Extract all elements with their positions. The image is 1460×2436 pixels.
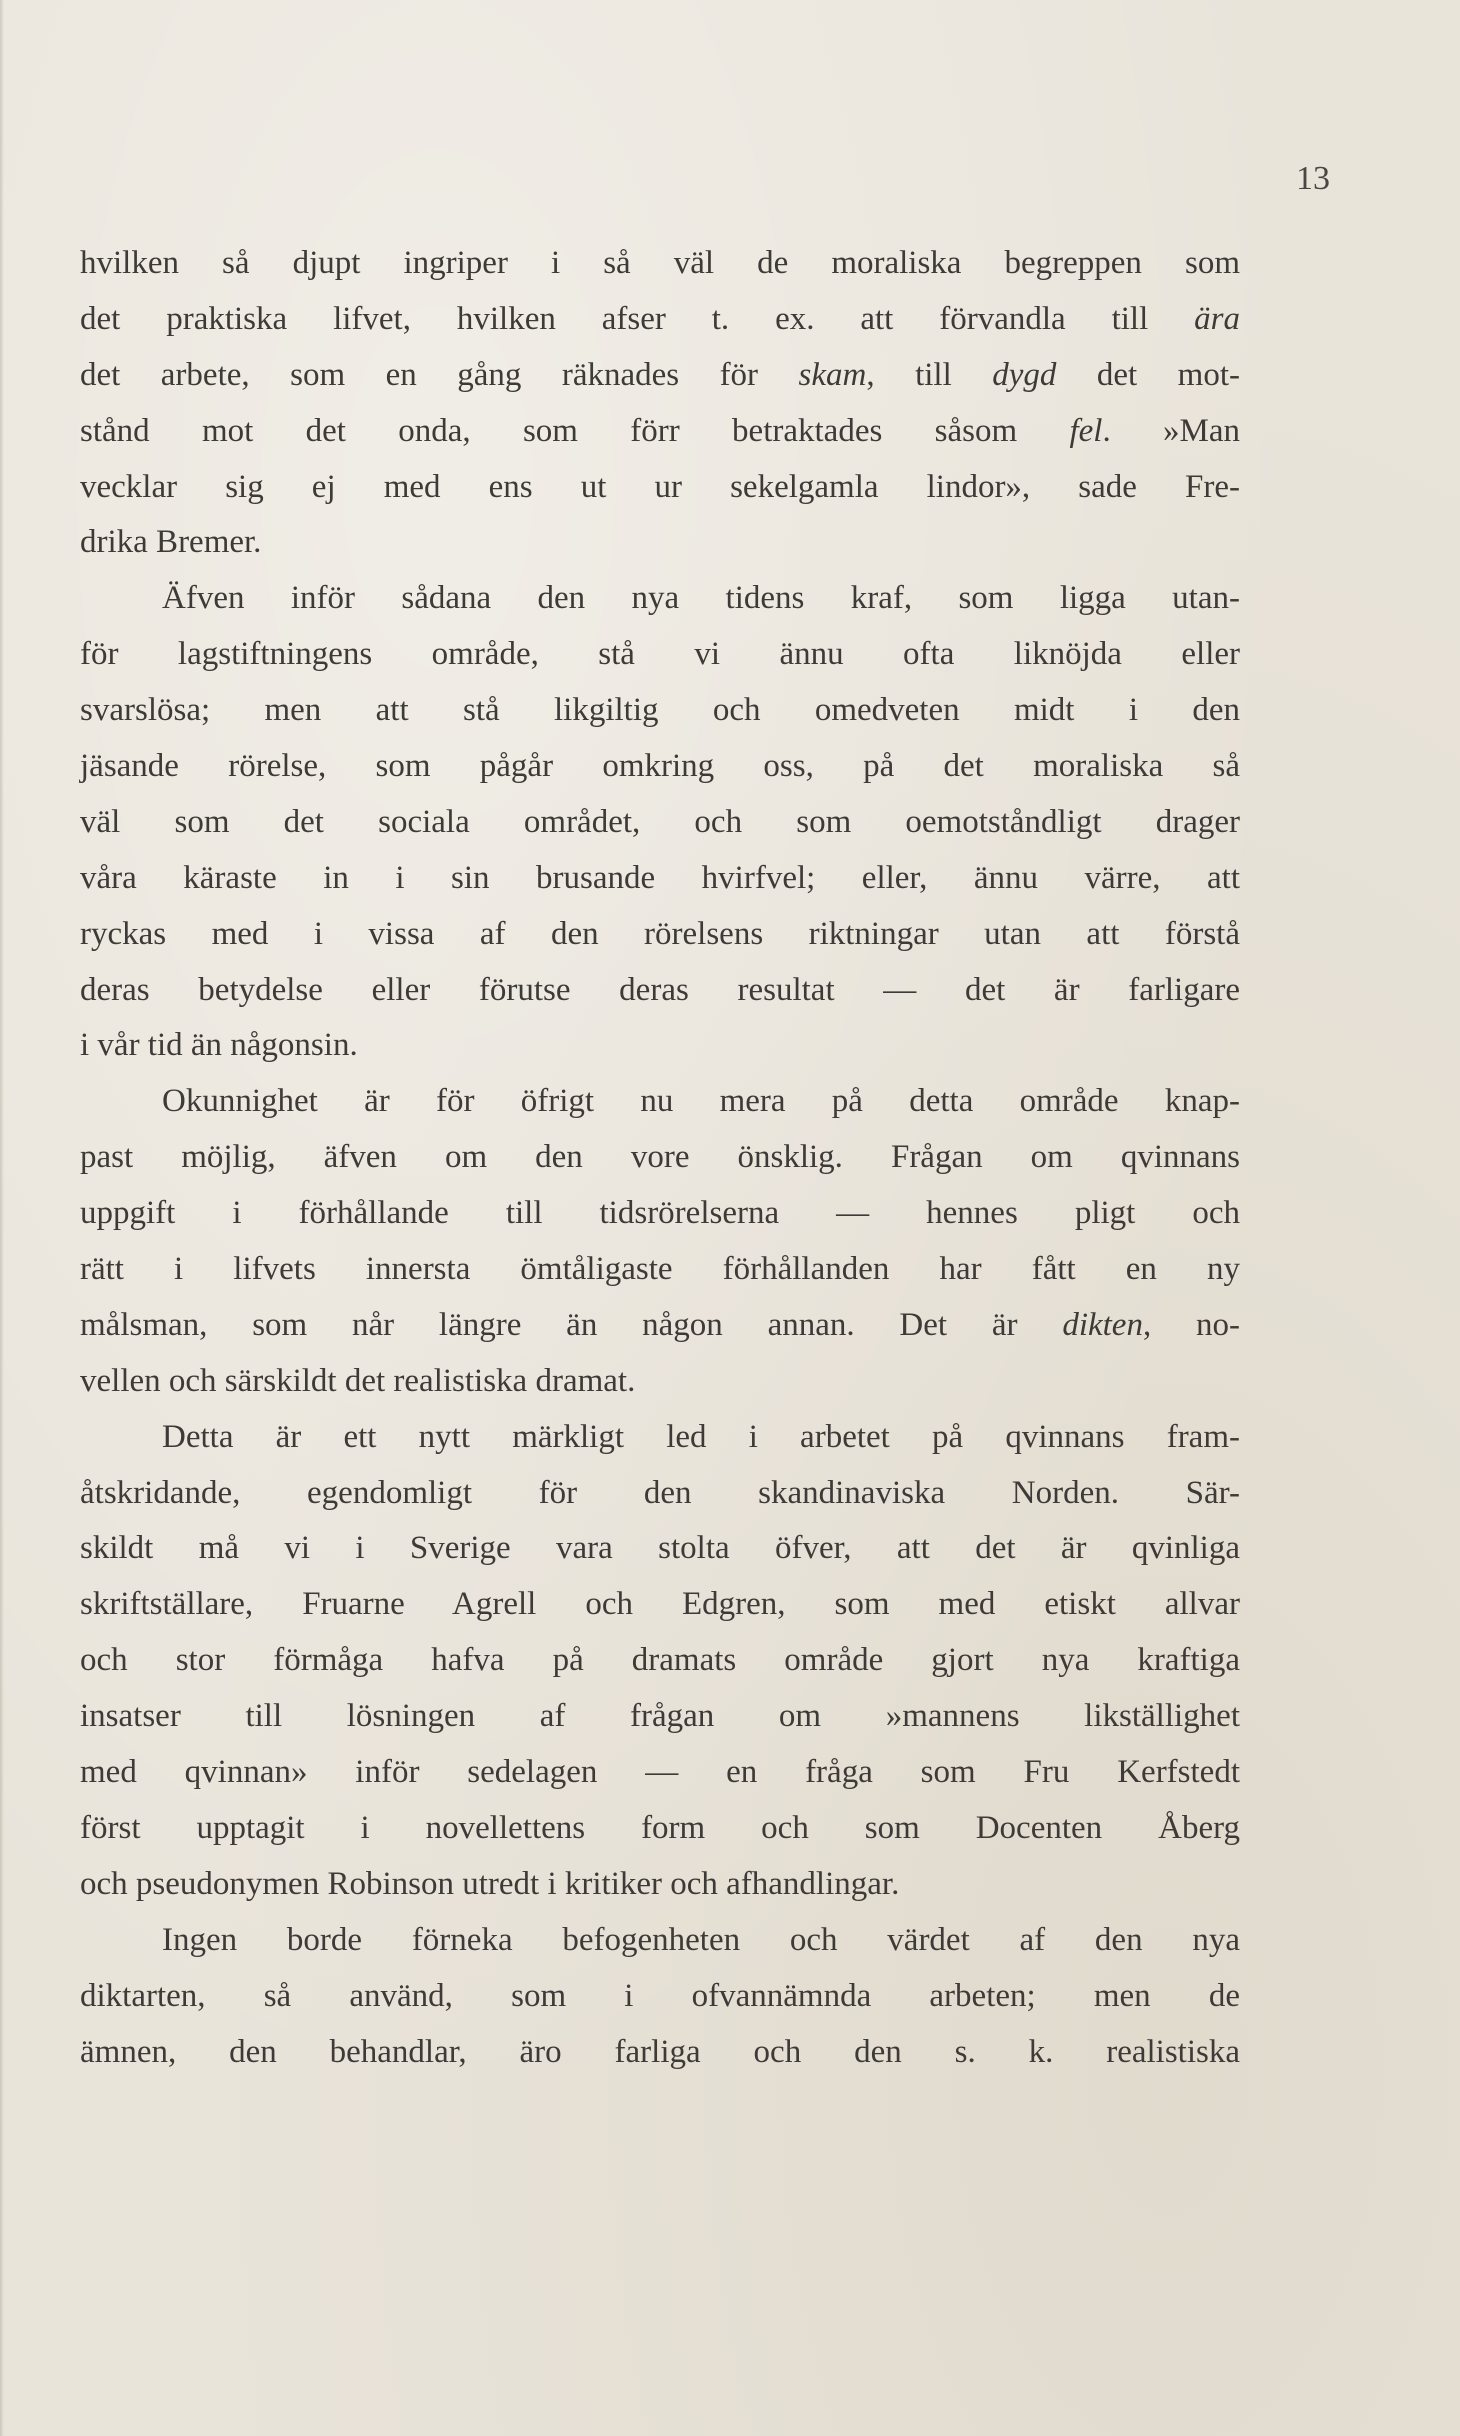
text-line	[80, 1186, 1240, 1242]
text-segment: våra käraste in i sin brusande hvirfvel; eller, ännu värre, att	[80, 859, 1240, 896]
text-line	[80, 907, 1240, 963]
text-segment: för lagstiftningens område, stå vi ännu ofta liknöjda eller	[80, 636, 1240, 673]
text-line	[80, 1018, 1240, 1074]
italic-text: dikten	[1062, 1306, 1143, 1343]
text-segment: Detta är ett nytt märkligt led i arbetet på qvinnans fram-	[162, 1418, 1240, 1455]
text-segment: Äfven inför sådana den nya tidens kraf, som ligga utan-	[162, 580, 1240, 617]
text-line	[80, 1298, 1240, 1354]
text-line	[80, 1242, 1240, 1298]
text-line	[80, 1689, 1240, 1745]
text-segment: insatser till lösningen af frågan om »mannens likställighet	[80, 1698, 1240, 1735]
text-segment: och pseudonymen Robinson utredt i kritiker och afhandlingar.	[80, 1865, 900, 1902]
text-segment: Okunnighet är för öfrigt nu mera på detta område knap-	[162, 1083, 1240, 1120]
text-segment: . »Man	[1102, 412, 1240, 449]
text-line	[80, 1466, 1240, 1522]
text-line	[80, 515, 1240, 571]
text-segment: skildt må vi i Sverige vara stolta öfver, att det är qvinliga	[80, 1530, 1240, 1567]
italic-text: ära	[1194, 300, 1240, 337]
text-segment: drika Bremer.	[80, 524, 262, 561]
text-line	[80, 348, 1240, 404]
text-segment: jäsande rörelse, som pågår omkring oss, på det moraliska så	[80, 748, 1240, 785]
text-segment: vecklar sig ej med ens ut ur sekelgamla lindor», sade Fre-	[80, 468, 1240, 505]
text-segment: skriftställare, Fruarne Agrell och Edgren, som med etiskt allvar	[80, 1586, 1240, 1623]
italic-text: fel	[1069, 412, 1103, 449]
italic-text: skam	[798, 356, 867, 393]
text-segment: Ingen borde förneka befogenheten och värdet af den nya	[162, 1921, 1240, 1958]
text-line	[80, 1577, 1240, 1633]
text-segment: målsman, som når längre än någon annan. Det är	[80, 1306, 1063, 1343]
text-line	[80, 1913, 1240, 1969]
italic-text: dygd	[992, 356, 1057, 393]
text-segment: i vår tid än någonsin.	[80, 1027, 358, 1064]
text-segment: , no-	[1142, 1306, 1240, 1343]
text-segment: deras betydelse eller förutse deras resultat — det är farligare	[80, 971, 1240, 1008]
text-segment: och stor förmåga hafva på dramats område gjort nya kraftiga	[80, 1642, 1240, 1679]
text-segment: det mot-	[1056, 356, 1240, 393]
text-line	[80, 292, 1240, 348]
text-line	[80, 1521, 1240, 1577]
text-line	[80, 236, 1240, 292]
text-line	[80, 1410, 1240, 1466]
text-line	[80, 1074, 1240, 1130]
text-segment: ryckas med i vissa af den rörelsens riktningar utan att förstå	[80, 915, 1240, 952]
text-segment: väl som det sociala området, och som oemotståndligt drager	[80, 803, 1240, 840]
text-line	[80, 1969, 1240, 2025]
text-line	[80, 627, 1240, 683]
text-line	[80, 1130, 1240, 1186]
page-binding-shadow	[0, 0, 4, 2436]
text-segment: diktarten, så använd, som i ofvannämnda arbeten; men de	[80, 1977, 1240, 2014]
text-segment: ämnen, den behandlar, äro farliga och den s. k. realistiska	[80, 2033, 1240, 2070]
text-segment: uppgift i förhållande till tidsrörelserna — hennes pligt och	[80, 1195, 1240, 1232]
text-segment: det praktiska lifvet, hvilken afser t. ex. att förvandla till	[80, 300, 1195, 337]
text-line	[80, 1354, 1240, 1410]
text-line	[80, 851, 1240, 907]
text-line	[80, 1633, 1240, 1689]
text-line	[80, 404, 1240, 460]
text-segment: först upptagit i novellettens form och som Docenten Åberg	[80, 1809, 1240, 1846]
text-line	[80, 1801, 1240, 1857]
text-line	[80, 795, 1240, 851]
text-segment: , till	[866, 356, 993, 393]
text-segment: stånd mot det onda, som förr betraktades såsom	[80, 412, 1070, 449]
text-segment: med qvinnan» inför sedelagen — en fråga som Fru Kerfstedt	[80, 1754, 1240, 1791]
text-line	[80, 963, 1240, 1019]
text-line	[80, 2025, 1240, 2081]
text-line	[80, 460, 1240, 516]
text-segment: hvilken så djupt ingriper i så väl de moraliska begreppen som	[80, 245, 1240, 281]
text-segment: vellen och särskildt det realistiska dramat.	[80, 1362, 636, 1399]
text-line	[80, 571, 1240, 627]
text-line	[80, 739, 1240, 795]
text-line	[80, 1745, 1240, 1801]
page-number: 13	[1296, 160, 1330, 197]
text-line	[80, 683, 1240, 739]
text-line	[80, 1857, 1240, 1913]
text-segment: past möjlig, äfven om den vore önsklig. Frågan om qvinnans	[80, 1139, 1240, 1176]
body-text	[80, 236, 1240, 2080]
text-segment: rätt i lifvets innersta ömtåligaste förhållanden har fått en ny	[80, 1251, 1240, 1288]
text-segment: det arbete, som en gång räknades för	[80, 356, 799, 393]
text-segment: svarslösa; men att stå likgiltig och omedveten midt i den	[80, 692, 1240, 729]
text-segment: åtskridande, egendomligt för den skandinaviska Norden. Sär-	[80, 1474, 1240, 1511]
